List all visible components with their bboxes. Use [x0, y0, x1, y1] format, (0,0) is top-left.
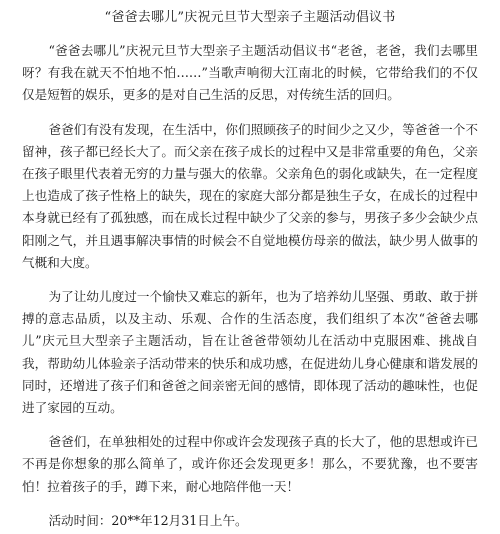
paragraph-father-role: 爸爸们有没有发现，在生活中，你们照顾孩子的时间少之又少，等爸爸一个不留神，孩子都已经长大了。而父亲在孩子成长的过程中又是非常重要的角色，父亲在孩子眼里代表着无穷的力量与强大的依靠。父亲角色的弱化或缺失，在一定程度上也造成了孩子性格上的缺失，现在的家庭大部分都是独生子女，在成长的过程中本身就已经有了孤独感，而在成长过程中缺少了父亲的参与，男孩子多少会缺少点阳刚之气，并且遇事解决事情的时候会不自觉地模仿母亲的做法，缺少男人做事的气概和大度。 [22, 121, 478, 270]
activity-time: 活动时间：20**年12月31日上午。 [48, 512, 248, 528]
paragraph-activity-purpose: 为了让幼儿度过一个愉快又难忘的新年，也为了培养幼儿坚强、勇敢、敢于拼搏的意志品质，以及主动、乐观、合作的生活态度，我们组织了本次“爸爸去哪儿”庆元旦大型亲子主题活动，旨在让爸爸带领幼儿在活动中克服困难、挑战自我，帮助幼儿体验亲子活动带来的快乐和成功感，在促进幼儿身心健康和谐发展的同时，还增进了孩子们和爸爸之间亲密无间的感情，即体现了活动的趣味性，也促进了家园的互动。 [22, 289, 478, 416]
document-title: “爸爸去哪儿”庆祝元旦节大型亲子主题活动倡议书 [104, 10, 396, 25]
paragraph-intro: “爸爸去哪儿”庆祝元旦节大型亲子主题活动倡议书“老爸，老爸，我们去哪里呀？有我在就天不怕地不怕……”当歌声响彻大江南北的时候，它带给我们的不仅仅是短暂的娱乐，更多的是对自己生活的反思，对传统生活的回归。 [22, 43, 478, 103]
paragraph-invitation: 爸爸们，在单独相处的过程中你或许会发现孩子真的长大了，他的思想或许已不再是你想象的那么简单了，或许你还会发现更多！那么，不要犹豫，也不要害怕！拉着孩子的手，蹲下来，耐心地陪伴他一天！ [22, 434, 478, 494]
